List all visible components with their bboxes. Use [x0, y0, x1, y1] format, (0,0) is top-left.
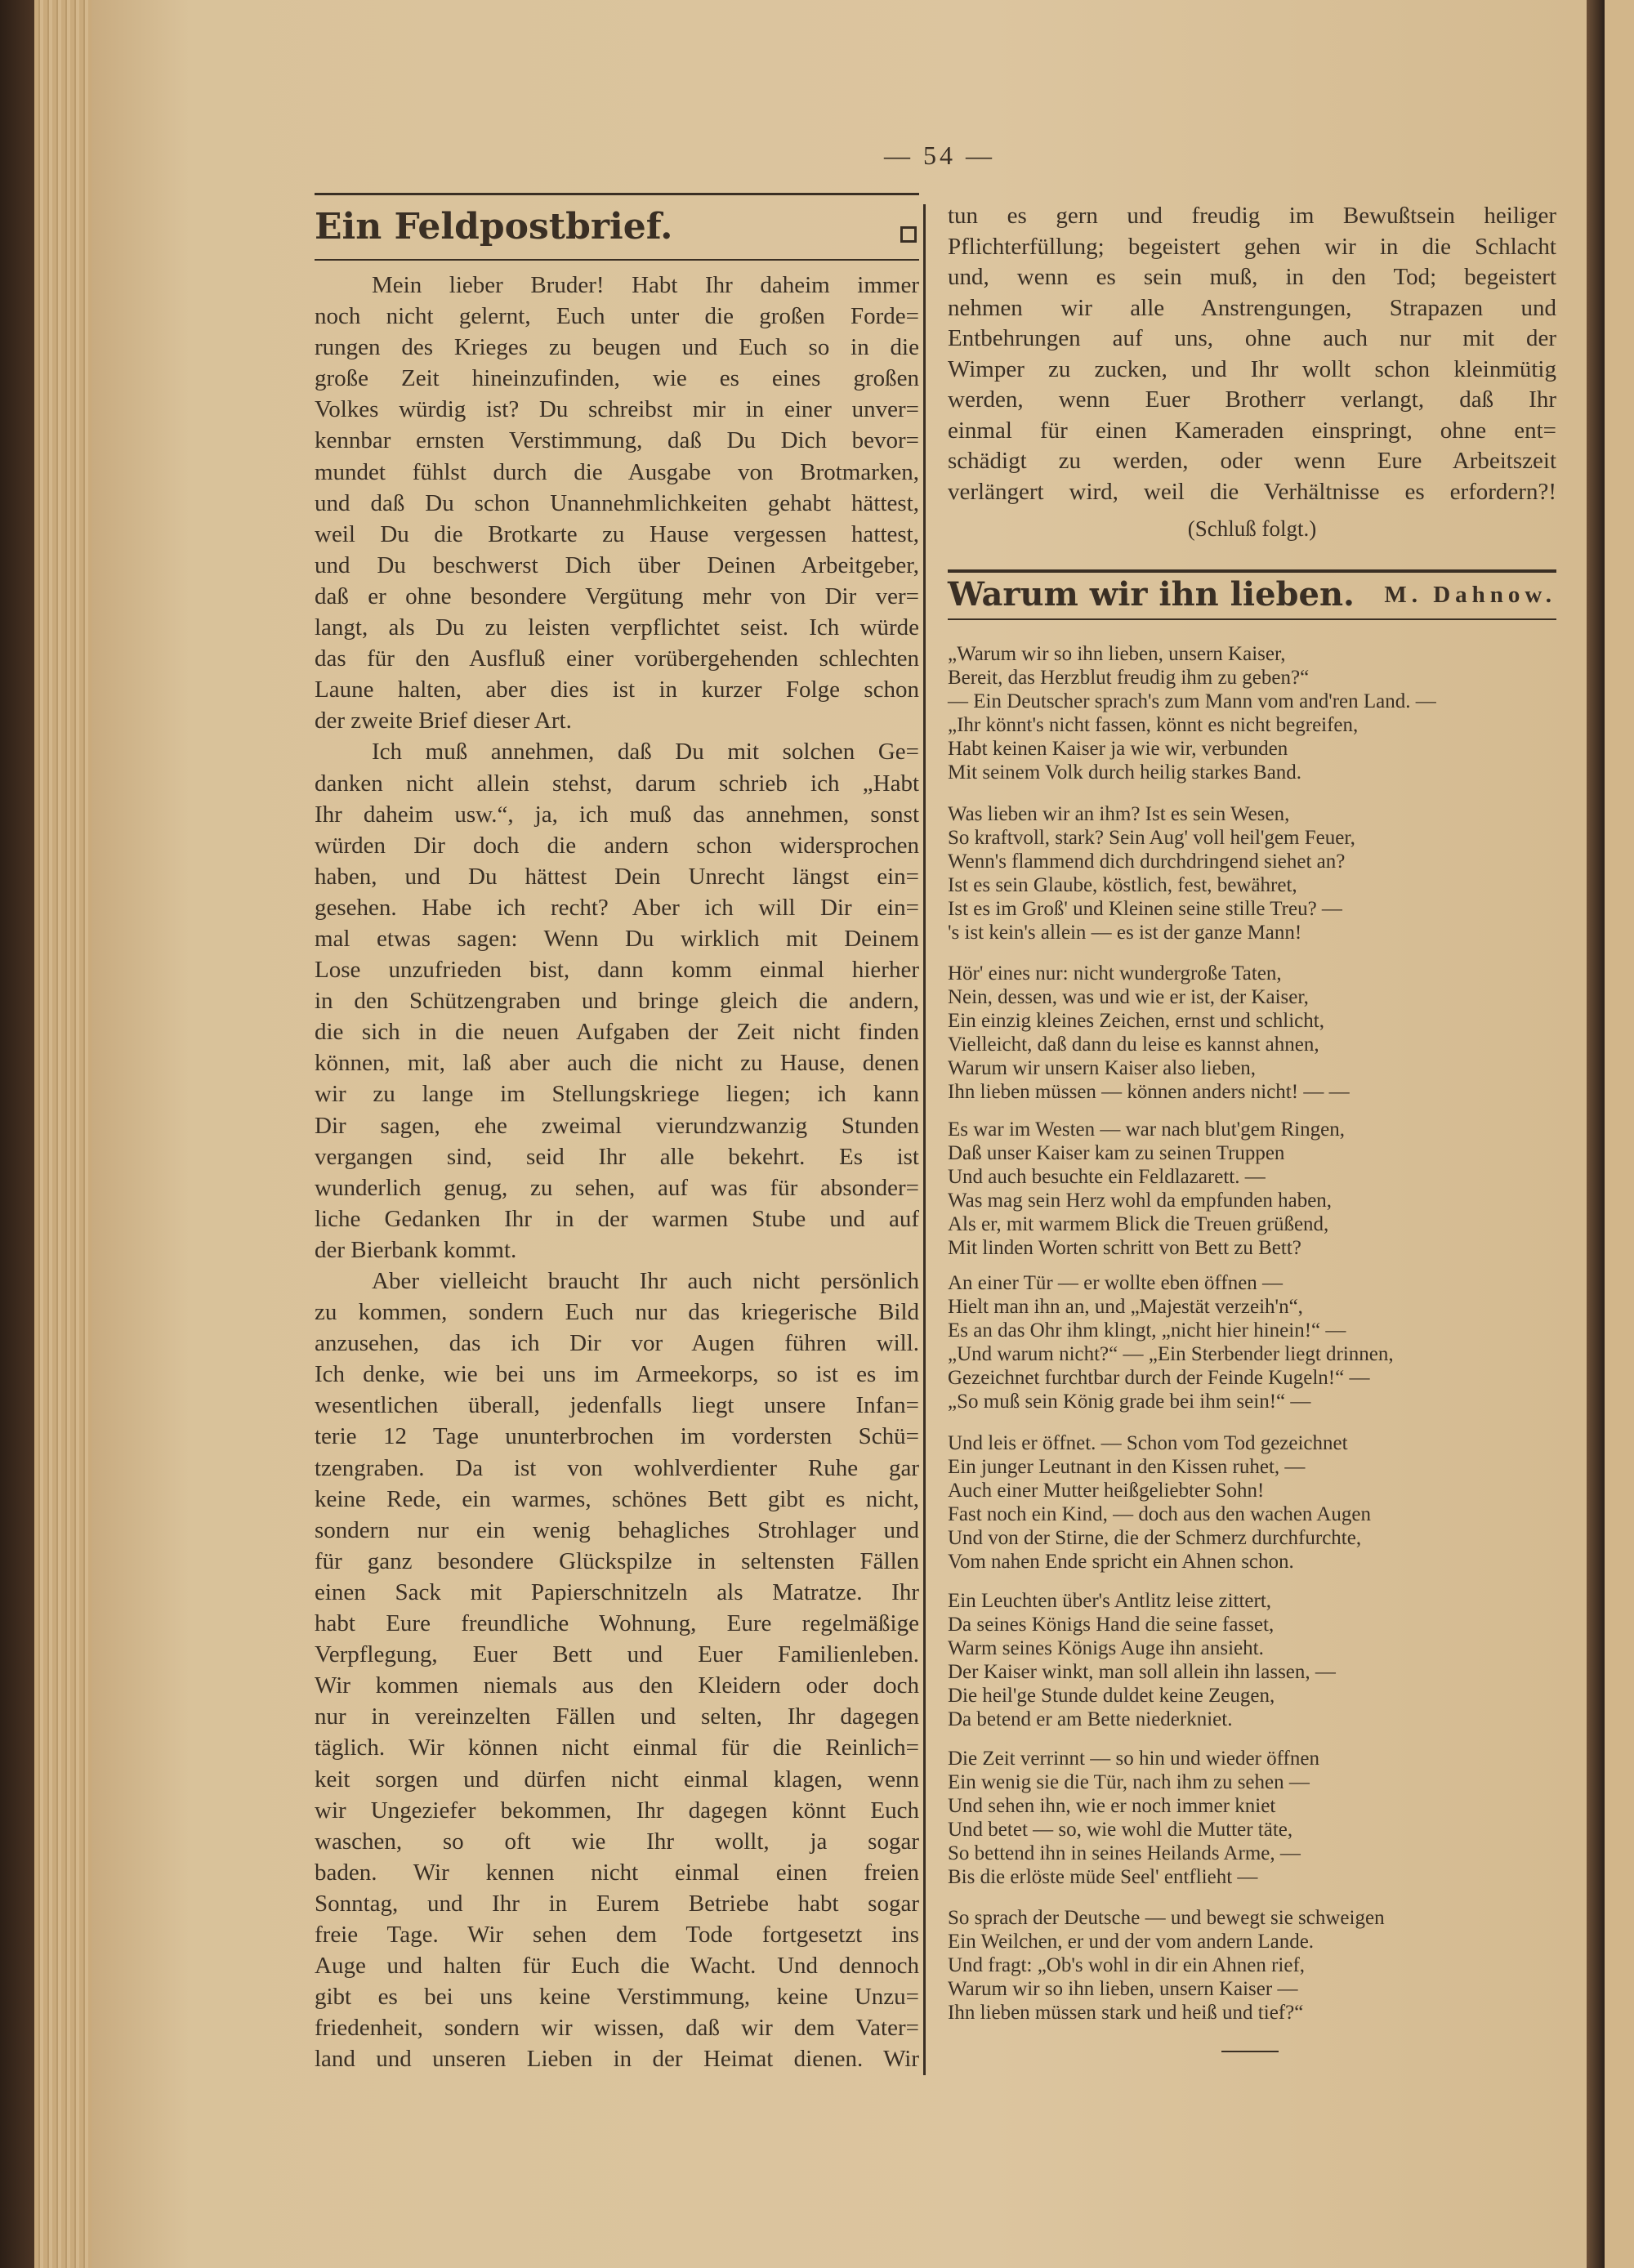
poem-line: Was lieben wir an ihm? Ist es sein Wesen, — [948, 803, 1290, 825]
poem-line: Der Kaiser winkt, man soll allein ihn lassen, — — [948, 1661, 1336, 1683]
text-line: wunderlich genug, zu sehen, auf was für absonder= — [315, 1174, 919, 1201]
page-number: — 54 — — [884, 141, 995, 170]
square-ornament-icon — [900, 226, 917, 243]
text-line: mal etwas sagen: Wenn Du wirklich mit Deinem — [315, 925, 919, 952]
poem-line: „So muß sein König grade bei ihm sein!“ — — [948, 1391, 1311, 1413]
text-line: wir zu lange im Stellungskriege liegen; ich kann — [315, 1081, 919, 1108]
poem-line: Ein einzig kleines Zeichen, ernst und schlicht, — [948, 1010, 1324, 1032]
poem-top-rule — [948, 569, 1556, 573]
poem-line: Mit seinem Volk durch heilig starkes Band. — [948, 761, 1302, 784]
title-top-rule — [315, 193, 919, 195]
text-line: das für den Ausfluß einer vorübergehenden schlechten — [315, 645, 919, 672]
poem-line: Da seines Königs Hand die seine fasset, — [948, 1614, 1275, 1636]
poem-line: Ein wenig sie die Tür, nach ihm zu sehen — — [948, 1771, 1310, 1793]
poem-stanza — [948, 642, 1569, 784]
poem-stanza — [948, 1747, 1569, 1889]
poem-line: Nein, dessen, was und wie er ist, der Kaiser, — [948, 986, 1309, 1008]
poem-line: So bettend ihn in seines Heilands Arme, — — [948, 1842, 1301, 1864]
poem-line: Was mag sein Herz wohl da empfunden haben, — [948, 1190, 1333, 1212]
text-line: danken nicht allein stehst, darum schrieb ich „Habt — [315, 770, 919, 797]
text-line: wir Ungeziefer bekommen, Ihr dagegen könnt Euch — [315, 1797, 919, 1824]
article-body-continuation — [948, 201, 1556, 507]
poem-line: Vom nahen Ende spricht ein Ahnen schon. — [948, 1551, 1294, 1573]
poem-line: Ist es sein Glaube, köstlich, fest, bewähret, — [948, 874, 1297, 896]
poem-stanza — [948, 1589, 1569, 1731]
poem-line: Bereit, das Herzblut freudig ihm zu geben?“ — [948, 667, 1310, 689]
text-line: der Bierbank kommt. — [315, 1236, 517, 1263]
text-line: Ich denke, wie bei uns im Armeekorps, so ist es im — [315, 1361, 919, 1388]
poem-line: „Und warum nicht?“ — „Ein Sterbender liegt drinnen, — [948, 1343, 1394, 1365]
text-line: Wir kommen niemals aus den Kleidern oder doch — [315, 1672, 919, 1699]
text-line: land und unseren Lieben in der Heimat dienen. Wir — [315, 2046, 919, 2073]
text-line: wesentlichen überall, jedenfalls liegt unsere Infan= — [315, 1392, 919, 1419]
text-line: große Zeit hineinzufinden, wie es eines großen — [315, 365, 919, 392]
text-line: terie 12 Tage ununterbrochen im vordersten Schü= — [315, 1423, 919, 1450]
poem-line: Die heil'ge Stunde duldet keine Zeugen, — [948, 1685, 1275, 1707]
next-page-sliver — [1605, 0, 1634, 2268]
poem-line: An einer Tür — er wollte eben öffnen — — [948, 1272, 1284, 1294]
article-title: Ein Feldpostbrief. — [315, 206, 673, 248]
text-line: weil Du die Brotkarte zu Hause vergessen hattest, — [315, 520, 919, 547]
book-spine-edge — [0, 0, 34, 2268]
poem-line: „Ihr könnt's nicht fassen, könnt es nicht begreifen, — [948, 714, 1359, 736]
text-line: zu kommen, sondern Euch nur das kriegerische Bild — [315, 1299, 919, 1326]
text-line: keit sorgen und dürfen nicht einmal klagen, wenn — [315, 1766, 919, 1793]
to-be-continued-note: (Schluß folgt.) — [1187, 516, 1317, 541]
poem-line: Ein Leuchten über's Antlitz leise zittert, — [948, 1590, 1272, 1612]
text-line: noch nicht gelernt, Euch unter die großen Forde= — [315, 303, 919, 330]
text-line: gibt es bei uns keine Verstimmung, keine Unzu= — [315, 1984, 919, 2011]
text-line: in den Schützengraben und bringe gleich die andern, — [315, 988, 919, 1015]
poem-line: Als er, mit warmem Blick die Treuen grüßend, — [948, 1213, 1329, 1235]
poem-line: — Ein Deutscher sprach's zum Mann vom and'ren Land. — — [948, 690, 1436, 712]
text-line: anzusehen, das ich Dir vor Augen führen will. — [315, 1330, 919, 1357]
text-line: tun es gern und freudig im Bewußtsein heiliger — [948, 203, 1556, 229]
poem-line: Hielt man ihn an, und „Majestät verzeih'n“, — [948, 1296, 1303, 1318]
poem-stanza — [948, 1906, 1569, 2025]
text-line: mundet fühlst durch die Ausgabe von Brotmarken, — [315, 458, 919, 485]
text-line: Volkes würdig ist? Du schreibst mir in einer unver= — [315, 396, 919, 423]
poem-line: Daß unser Kaiser kam zu seinen Truppen — [948, 1142, 1285, 1164]
column-divider — [923, 204, 926, 2075]
text-line: Aber vielleicht braucht Ihr auch nicht persönlich — [372, 1268, 919, 1294]
poem-line: Und von der Stirne, die der Schmerz durchfurchte, — [948, 1527, 1362, 1549]
article-body-left-column — [315, 270, 919, 2074]
text-line: daß er ohne besondere Vergütung mehr von Dir ver= — [315, 583, 919, 609]
text-line: schädigt zu werden, oder wenn Eure Arbeitszeit — [948, 448, 1556, 474]
poem-stanza — [948, 802, 1569, 944]
text-line: täglich. Wir können nicht einmal für die Reinlich= — [315, 1734, 919, 1761]
poem-stanza — [948, 1431, 1569, 1574]
text-line: der zweite Brief dieser Art. — [315, 708, 572, 734]
text-line: Entbehrungen auf uns, ohne auch nur mit der — [948, 325, 1556, 351]
poem-author: M. Dahnow. — [1384, 582, 1556, 608]
text-line: können, mit, laß aber auch die nicht zu Hause, denen — [315, 1050, 919, 1077]
poem-line: Ein Weilchen, er und der vom andern Lande. — [948, 1931, 1315, 1953]
poem-line: Hör' eines nur: nicht wundergroße Taten, — [948, 962, 1282, 984]
poem-line: Warum wir unsern Kaiser also lieben, — [948, 1057, 1257, 1079]
poem-line: „Warum wir so ihn lieben, unsern Kaiser, — [948, 643, 1286, 665]
poem-line: Fast noch ein Kind, — doch aus den wachen Augen — [948, 1503, 1371, 1525]
text-line: keine Rede, ein warmes, schönes Bett gibt es nicht, — [315, 1485, 919, 1512]
text-line: und, wenn es sein muß, in den Tod; begeistert — [948, 264, 1556, 290]
text-line: gesehen. Habe ich recht? Aber ich will Dir ein= — [315, 894, 919, 921]
text-line: waschen, so oft wie Ihr wollt, ja sogar — [315, 1828, 919, 1855]
text-line: Mein lieber Bruder! Habt Ihr daheim immer — [372, 272, 919, 298]
poem-line: So sprach der Deutsche — und bewegt sie schweigen — [948, 1907, 1385, 1929]
text-line: Wimper zu zucken, und Ihr wollt schon kleinmütig — [948, 355, 1556, 382]
title-bottom-rule — [315, 259, 919, 261]
text-line: für ganz besondere Glückspilze in seltensten Fällen — [315, 1547, 919, 1574]
poem-stanza — [948, 962, 1569, 1104]
text-line: Dir sagen, ehe zweimal vierundzwanzig Stunden — [315, 1112, 919, 1139]
poem-line: Warum wir so ihn lieben, unsern Kaiser — — [948, 1978, 1298, 2000]
poem-line: Mit linden Worten schritt von Bett zu Bett? — [948, 1237, 1301, 1259]
poem-line: Und betet — so, wie wohl die Mutter täte, — [948, 1819, 1293, 1841]
text-line: tzengraben. Da ist von wohlverdienter Ruhe gar — [315, 1454, 919, 1481]
poem-line: Ihn lieben müssen stark und heiß und tief?“ — [948, 2002, 1304, 2024]
poem-line: Und leis er öffnet. — Schon vom Tod gezeichnet — [948, 1432, 1348, 1454]
poem-line: Auch einer Mutter heißgeliebter Sohn! — [948, 1480, 1265, 1502]
poem-line: Und sehen ihn, wie er noch immer kniet — [948, 1795, 1276, 1817]
poem-stanza — [948, 1271, 1569, 1413]
poem-line: Ein junger Leutnant in den Kissen ruhet, — — [948, 1456, 1306, 1478]
text-line: freie Tage. Wir sehen dem Tode fortgesetzt ins — [315, 1921, 919, 1948]
poem-line: Es war im Westen — war nach blut'gem Ringen, — [948, 1118, 1345, 1141]
poem-title-bottom-rule — [948, 618, 1556, 620]
poem-line: Warm seines Königs Auge ihn ansieht. — [948, 1637, 1264, 1659]
poem-line: Ihn lieben müssen — können anders nicht! — — — [948, 1081, 1350, 1103]
text-line: Verpflegung, Euer Bett und Euer Familienleben. — [315, 1641, 919, 1668]
poem-title: Warum wir ihn lieben. — [948, 575, 1355, 614]
poem-line: Und auch besuchte ein Feldlazarett. — — [948, 1166, 1266, 1188]
text-line: rungen des Krieges zu beugen und Euch so in die — [315, 334, 919, 361]
text-line: vergangen sind, seid Ihr alle bekehrt. Es ist — [315, 1143, 919, 1170]
text-line: einmal für einen Kameraden einspringt, ohne ent= — [948, 417, 1556, 444]
text-line: Auge und halten für Euch die Wacht. Und dennoch — [315, 1953, 919, 1980]
poem-stanza — [948, 1118, 1569, 1260]
text-line: würden Dir doch die andern schon widersprochen — [315, 832, 919, 859]
text-line: Ich muß annehmen, daß Du mit solchen Ge= — [372, 739, 919, 766]
poem-line: Vielleicht, daß dann du leise es kannst ahnen, — [948, 1034, 1319, 1056]
text-line: Pflichterfüllung; begeistert gehen wir in die Schlacht — [948, 233, 1556, 260]
text-line: baden. Wir kennen nicht einmal einen freien — [315, 1859, 919, 1886]
text-line: verlängert wird, weil die Verhältnisse es erfordern?! — [948, 478, 1556, 505]
poem-line: 's ist kein's allein — es ist der ganze Mann! — [948, 922, 1302, 944]
poem-line: Da betend er am Bette niederkniet. — [948, 1708, 1233, 1730]
text-line: werden, wenn Euer Brotherr verlangt, daß Ihr — [948, 386, 1556, 413]
poem-line: Bis die erlöste müde Seel' entflieht — — [948, 1866, 1258, 1888]
text-line: kennbar ernsten Verstimmung, daß Du Dich bevor= — [315, 427, 919, 454]
book-gutter — [1587, 0, 1605, 2268]
poem-line: Es an das Ohr ihm klingt, „nicht hier hinein!“ — — [948, 1319, 1346, 1342]
page-stack-edge — [34, 0, 92, 2268]
text-line: haben, und Du hättest Dein Unrecht längst ein= — [315, 863, 919, 890]
text-line: die sich in die neuen Aufgaben der Zeit nicht finden — [315, 1019, 919, 1046]
text-line: einen Sack mit Papierschnitzeln als Matratze. Ihr — [315, 1578, 919, 1605]
poem-line: Habt keinen Kaiser ja wie wir, verbunden — [948, 738, 1288, 760]
text-line: Laune halten, aber dies ist in kurzer Folge schon — [315, 676, 919, 703]
poem-line: Und fragt: „Ob's wohl in dir ein Ahnen rief, — [948, 1954, 1306, 1976]
text-line: langt, als Du zu leisten verpflichtet seist. Ich würde — [315, 614, 919, 641]
text-line: liche Gedanken Ihr in der warmen Stube und auf — [315, 1205, 919, 1232]
text-line: Ihr daheim usw.“, ja, ich muß das annehmen, sonst — [315, 801, 919, 828]
text-line: habt Eure freundliche Wohnung, Eure regelmäßige — [315, 1610, 919, 1637]
end-rule — [1221, 2051, 1279, 2052]
text-line: sondern nur ein wenig behagliches Strohlager und — [315, 1516, 919, 1543]
text-line: nur in vereinzelten Fällen und selten, Ihr dagegen — [315, 1703, 919, 1730]
poem-line: Gezeichnet furchtbar durch der Feinde Kugeln!“ — — [948, 1367, 1370, 1389]
text-line: nehmen wir alle Anstrengungen, Strapazen und — [948, 294, 1556, 321]
poem-line: So kraftvoll, stark? Sein Aug' voll heil'gem Feuer, — [948, 827, 1355, 849]
text-line: Sonntag, und Ihr in Eurem Betriebe habt sogar — [315, 1890, 919, 1917]
poem-line: Wenn's flammend dich durchdringend siehet an? — [948, 850, 1346, 873]
text-line: und Du beschwerst Dich über Deinen Arbeitgeber, — [315, 551, 919, 578]
text-line: friedenheit, sondern wir wissen, daß wir dem Vater= — [315, 2015, 919, 2042]
text-line: und daß Du schon Unannehmlichkeiten gehabt hättest, — [315, 489, 919, 516]
poem-line: Die Zeit verrinnt — so hin und wieder öffnen — [948, 1748, 1319, 1770]
poem-line: Ist es im Groß' und Kleinen seine stille Treu? — — [948, 898, 1342, 920]
text-line: Lose unzufrieden bist, dann komm einmal hierher — [315, 957, 919, 984]
